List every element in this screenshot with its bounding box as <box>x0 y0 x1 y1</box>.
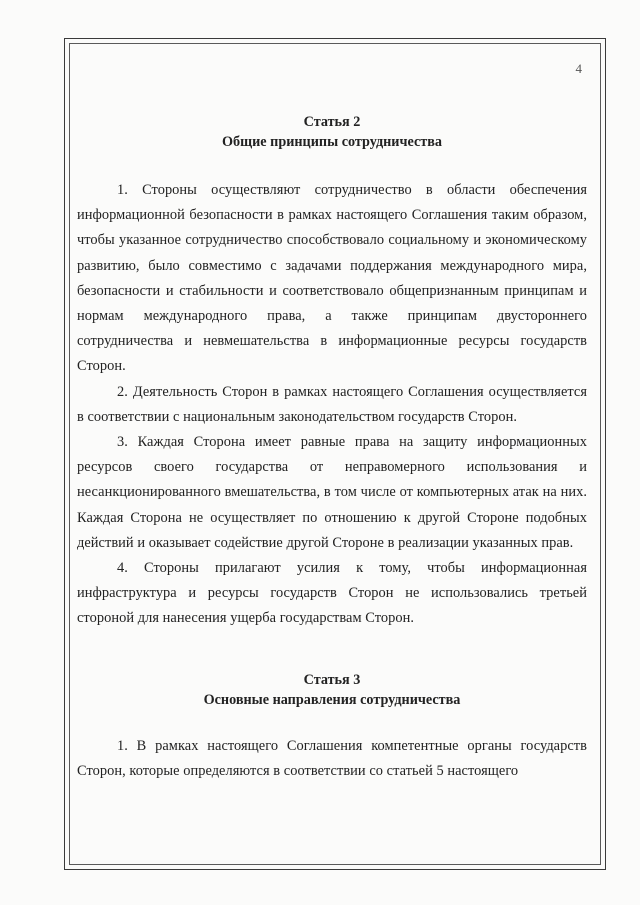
article-2-paragraph-4: 4. Стороны прилагают усилия к тому, чтобы информационная инфраструктура и ресурсы государств Сторон не использовались третьей стороной для нанесения ущерба государствам Сторон. <box>77 560 587 627</box>
page-number: 4 <box>575 61 582 76</box>
article-3-title: Статья 3 <box>303 671 361 688</box>
article-2-heading <box>77 112 587 152</box>
article-2-paragraph-1: 1. Стороны осуществляют сотрудничество в области обеспечения информационной безопасности в рамках настоящего Соглашения таким образом, чтобы указанное сотрудничество способствовало социальному и экономическому развитию, было совместимо с задачами поддержания международного мира, безопасности и стабильности и соответствовало общепризнанным принципам и нормам международного права, а также принципам двустороннего сотрудничества и невмешательства в информационные ресурсы государств Сторон. <box>77 182 587 375</box>
article-2-paragraph-3: 3. Каждая Сторона имеет равные права на защиту информационных ресурсов своего государства от неправомерного использования и несанкционированного вмешательства, в том числе от компьютерных атак на них. Каждая Сторона не осуществляет по отношению к другой Стороне подобных действий и оказывает содействие другой Стороне в реализации указанных прав. <box>77 434 587 551</box>
document-body <box>77 112 587 784</box>
article-2-subtitle: Общие принципы сотрудничества <box>222 134 442 150</box>
article-3-subtitle: Основные направления сотрудничества <box>203 691 461 708</box>
article-3-paragraph-1: 1. В рамках настоящего Соглашения компетентные органы государств Сторон, которые определяются в соответствии со статьей 5 настоящего <box>77 737 587 779</box>
article-3-heading <box>77 670 587 710</box>
article-2-paragraph-2: 2. Деятельность Сторон в рамках настоящего Соглашения осуществляется в соответствии с национальным законодательством государств Сторон. <box>77 383 587 425</box>
article-2-title: Статья 2 <box>303 114 361 130</box>
